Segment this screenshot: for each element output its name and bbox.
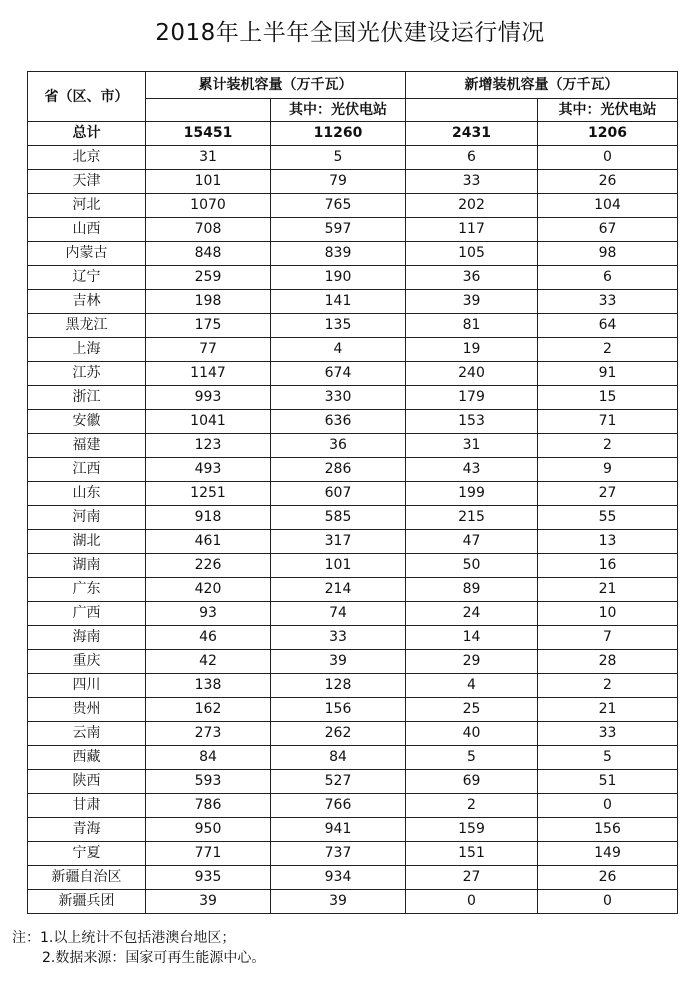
new-cell: 199 <box>406 482 538 506</box>
new-station-cell: 21 <box>538 698 678 722</box>
table-row <box>28 530 678 554</box>
new-cell: 33 <box>406 170 538 194</box>
province-cell: 江苏 <box>28 362 146 386</box>
cumulative-station-cell: 101 <box>271 554 406 578</box>
cumulative-station-cell: 135 <box>271 314 406 338</box>
new-station-cell: 149 <box>538 842 678 866</box>
new-station-cell: 156 <box>538 818 678 842</box>
cumulative-cell: 461 <box>146 530 271 554</box>
table-row <box>28 746 678 770</box>
table-row <box>28 818 678 842</box>
province-cell: 甘肃 <box>28 794 146 818</box>
new-station-cell: 5 <box>538 746 678 770</box>
table-row <box>28 362 678 386</box>
table-row <box>28 554 678 578</box>
new-station-cell: 26 <box>538 170 678 194</box>
cumulative-station-cell: 737 <box>271 842 406 866</box>
cumulative-station-cell: 636 <box>271 410 406 434</box>
new-cell: 29 <box>406 650 538 674</box>
new-station-cell: 33 <box>538 290 678 314</box>
province-cell: 山西 <box>28 218 146 242</box>
cumulative-station-cell: 674 <box>271 362 406 386</box>
province-cell: 黑龙江 <box>28 314 146 338</box>
cumulative-station-cell: 330 <box>271 386 406 410</box>
province-cell: 新疆兵团 <box>28 890 146 914</box>
cumulative-cell: 101 <box>146 170 271 194</box>
new-cell: 0 <box>406 890 538 914</box>
new-station-cell: 9 <box>538 458 678 482</box>
cumulative-station-cell: 36 <box>271 434 406 458</box>
new-cell: 27 <box>406 866 538 890</box>
cumulative-station-cell: 262 <box>271 722 406 746</box>
cumulative-capacity-header: 累计装机容量（万千瓦） <box>146 72 406 99</box>
province-cell: 新疆自治区 <box>28 866 146 890</box>
cumulative-cell: 593 <box>146 770 271 794</box>
new-cell: 215 <box>406 506 538 530</box>
province-cell: 江西 <box>28 458 146 482</box>
province-cell: 海南 <box>28 626 146 650</box>
province-cell: 重庆 <box>28 650 146 674</box>
cumulative-cell: 123 <box>146 434 271 458</box>
new-station-cell: 2 <box>538 434 678 458</box>
new-station-cell: 67 <box>538 218 678 242</box>
province-cell: 广东 <box>28 578 146 602</box>
table-row <box>28 266 678 290</box>
new-cell: 5 <box>406 746 538 770</box>
province-cell: 北京 <box>28 146 146 170</box>
new-cell: 25 <box>406 698 538 722</box>
cumulative-cell: 93 <box>146 602 271 626</box>
new-station-cell: 2 <box>538 338 678 362</box>
total-cumulative-station: 11260 <box>271 122 406 146</box>
table-row <box>28 626 678 650</box>
new-station-cell: 16 <box>538 554 678 578</box>
new-cell: 39 <box>406 290 538 314</box>
new-cell: 151 <box>406 842 538 866</box>
cumulative-cell: 138 <box>146 674 271 698</box>
new-cell: 43 <box>406 458 538 482</box>
new-cell: 105 <box>406 242 538 266</box>
table-row <box>28 602 678 626</box>
new-station-cell: 27 <box>538 482 678 506</box>
cumulative-station-cell: 317 <box>271 530 406 554</box>
cumulative-station-cell: 4 <box>271 338 406 362</box>
table-row <box>28 410 678 434</box>
province-cell: 宁夏 <box>28 842 146 866</box>
cumulative-cell: 993 <box>146 386 271 410</box>
new-station-cell: 91 <box>538 362 678 386</box>
table-row <box>28 458 678 482</box>
province-header: 省（区、市） <box>28 72 146 122</box>
province-cell: 浙江 <box>28 386 146 410</box>
new-cell: 31 <box>406 434 538 458</box>
province-cell: 湖北 <box>28 530 146 554</box>
cumulative-cell: 31 <box>146 146 271 170</box>
footnote-line-2: 2.数据来源：国家可再生能源中心。 <box>42 950 266 966</box>
cumulative-station-cell: 585 <box>271 506 406 530</box>
new-station-cell: 0 <box>538 794 678 818</box>
table-row <box>28 578 678 602</box>
province-cell: 西藏 <box>28 746 146 770</box>
cumulative-cell: 708 <box>146 218 271 242</box>
cumulative-cell: 1070 <box>146 194 271 218</box>
cumulative-station-cell: 597 <box>271 218 406 242</box>
new-station-cell: 15 <box>538 386 678 410</box>
new-cell: 4 <box>406 674 538 698</box>
new-station-cell: 64 <box>538 314 678 338</box>
province-cell: 天津 <box>28 170 146 194</box>
province-cell: 内蒙古 <box>28 242 146 266</box>
new-station-cell: 26 <box>538 866 678 890</box>
cumulative-station-cell: 190 <box>271 266 406 290</box>
cumulative-cell: 198 <box>146 290 271 314</box>
new-blank-subheader <box>406 99 538 122</box>
new-cell: 69 <box>406 770 538 794</box>
cumulative-cell: 226 <box>146 554 271 578</box>
new-station-cell: 28 <box>538 650 678 674</box>
table-row <box>28 434 678 458</box>
new-station-cell: 71 <box>538 410 678 434</box>
new-cell: 81 <box>406 314 538 338</box>
new-station-subheader: 其中：光伏电站 <box>538 99 678 122</box>
new-station-cell: 21 <box>538 578 678 602</box>
cumulative-cell: 162 <box>146 698 271 722</box>
table-row <box>28 170 678 194</box>
table-row <box>28 506 678 530</box>
new-station-cell: 2 <box>538 674 678 698</box>
new-cell: 2 <box>406 794 538 818</box>
province-cell: 云南 <box>28 722 146 746</box>
province-cell: 湖南 <box>28 554 146 578</box>
cumulative-cell: 935 <box>146 866 271 890</box>
new-cell: 40 <box>406 722 538 746</box>
cumulative-station-cell: 934 <box>271 866 406 890</box>
header-row-1 <box>28 72 678 99</box>
table-row <box>28 146 678 170</box>
table-row <box>28 290 678 314</box>
cumulative-cell: 1147 <box>146 362 271 386</box>
province-cell: 贵州 <box>28 698 146 722</box>
cumulative-station-cell: 84 <box>271 746 406 770</box>
cumulative-station-cell: 607 <box>271 482 406 506</box>
new-cell: 50 <box>406 554 538 578</box>
cumulative-station-cell: 527 <box>271 770 406 794</box>
table-row <box>28 770 678 794</box>
province-cell: 青海 <box>28 818 146 842</box>
new-cell: 36 <box>406 266 538 290</box>
cumulative-cell: 259 <box>146 266 271 290</box>
new-station-cell: 13 <box>538 530 678 554</box>
province-cell: 四川 <box>28 674 146 698</box>
province-cell: 山东 <box>28 482 146 506</box>
province-cell: 广西 <box>28 602 146 626</box>
new-station-cell: 7 <box>538 626 678 650</box>
table-row <box>28 386 678 410</box>
new-station-cell: 0 <box>538 146 678 170</box>
new-station-cell: 33 <box>538 722 678 746</box>
new-station-cell: 0 <box>538 890 678 914</box>
table-row <box>28 866 678 890</box>
cumulative-cell: 175 <box>146 314 271 338</box>
cumulative-station-cell: 128 <box>271 674 406 698</box>
cumulative-station-cell: 79 <box>271 170 406 194</box>
cumulative-cell: 1251 <box>146 482 271 506</box>
new-cell: 179 <box>406 386 538 410</box>
page-title: 2018年上半年全国光伏建设运行情况 <box>155 20 545 46</box>
cumulative-station-cell: 941 <box>271 818 406 842</box>
cumulative-station-cell: 214 <box>271 578 406 602</box>
new-cell: 117 <box>406 218 538 242</box>
cumulative-cell: 39 <box>146 890 271 914</box>
table-row <box>28 794 678 818</box>
new-station-cell: 55 <box>538 506 678 530</box>
province-cell: 陕西 <box>28 770 146 794</box>
cumulative-cell: 950 <box>146 818 271 842</box>
new-cell: 14 <box>406 626 538 650</box>
new-station-cell: 6 <box>538 266 678 290</box>
cumulative-station-cell: 39 <box>271 890 406 914</box>
cumulative-station-cell: 5 <box>271 146 406 170</box>
new-cell: 47 <box>406 530 538 554</box>
cumulative-station-cell: 839 <box>271 242 406 266</box>
table-row <box>28 674 678 698</box>
new-cell: 19 <box>406 338 538 362</box>
cumulative-station-cell: 765 <box>271 194 406 218</box>
footnote-line-1: 注：1.以上统计不包括港澳台地区； <box>12 930 236 946</box>
province-cell: 河北 <box>28 194 146 218</box>
table-row <box>28 314 678 338</box>
province-cell: 河南 <box>28 506 146 530</box>
province-cell: 辽宁 <box>28 266 146 290</box>
cumulative-cell: 42 <box>146 650 271 674</box>
cumulative-cell: 786 <box>146 794 271 818</box>
table-row <box>28 722 678 746</box>
cumulative-cell: 493 <box>146 458 271 482</box>
province-cell: 福建 <box>28 434 146 458</box>
cumulative-station-cell: 39 <box>271 650 406 674</box>
table-row <box>28 482 678 506</box>
cumulative-blank-subheader <box>146 99 271 122</box>
table-body <box>28 122 678 914</box>
cumulative-station-cell: 766 <box>271 794 406 818</box>
cumulative-cell: 273 <box>146 722 271 746</box>
new-cell: 240 <box>406 362 538 386</box>
cumulative-cell: 918 <box>146 506 271 530</box>
new-cell: 202 <box>406 194 538 218</box>
table-row <box>28 338 678 362</box>
province-cell: 上海 <box>28 338 146 362</box>
cumulative-cell: 46 <box>146 626 271 650</box>
table-row <box>28 218 678 242</box>
cumulative-cell: 771 <box>146 842 271 866</box>
pv-capacity-table <box>27 71 678 914</box>
total-row <box>28 122 678 146</box>
cumulative-cell: 848 <box>146 242 271 266</box>
cumulative-station-subheader: 其中：光伏电站 <box>271 99 406 122</box>
new-cell: 153 <box>406 410 538 434</box>
new-station-cell: 98 <box>538 242 678 266</box>
new-cell: 24 <box>406 602 538 626</box>
cumulative-station-cell: 141 <box>271 290 406 314</box>
table-row <box>28 842 678 866</box>
new-station-cell: 104 <box>538 194 678 218</box>
new-cell: 159 <box>406 818 538 842</box>
new-station-cell: 51 <box>538 770 678 794</box>
table-row <box>28 698 678 722</box>
cumulative-station-cell: 156 <box>271 698 406 722</box>
cumulative-cell: 1041 <box>146 410 271 434</box>
new-cell: 6 <box>406 146 538 170</box>
cumulative-cell: 77 <box>146 338 271 362</box>
cumulative-cell: 420 <box>146 578 271 602</box>
new-station-cell: 10 <box>538 602 678 626</box>
cumulative-station-cell: 286 <box>271 458 406 482</box>
cumulative-station-cell: 33 <box>271 626 406 650</box>
table-row <box>28 890 678 914</box>
new-capacity-header: 新增装机容量（万千瓦） <box>406 72 678 99</box>
total-new-station: 1206 <box>538 122 678 146</box>
total-new: 2431 <box>406 122 538 146</box>
province-cell: 吉林 <box>28 290 146 314</box>
table-row <box>28 194 678 218</box>
footnote <box>12 928 265 968</box>
province-cell: 安徽 <box>28 410 146 434</box>
total-cumulative: 15451 <box>146 122 271 146</box>
cumulative-cell: 84 <box>146 746 271 770</box>
table-row <box>28 650 678 674</box>
table-row <box>28 242 678 266</box>
cumulative-station-cell: 74 <box>271 602 406 626</box>
total-label: 总计 <box>28 122 146 146</box>
new-cell: 89 <box>406 578 538 602</box>
